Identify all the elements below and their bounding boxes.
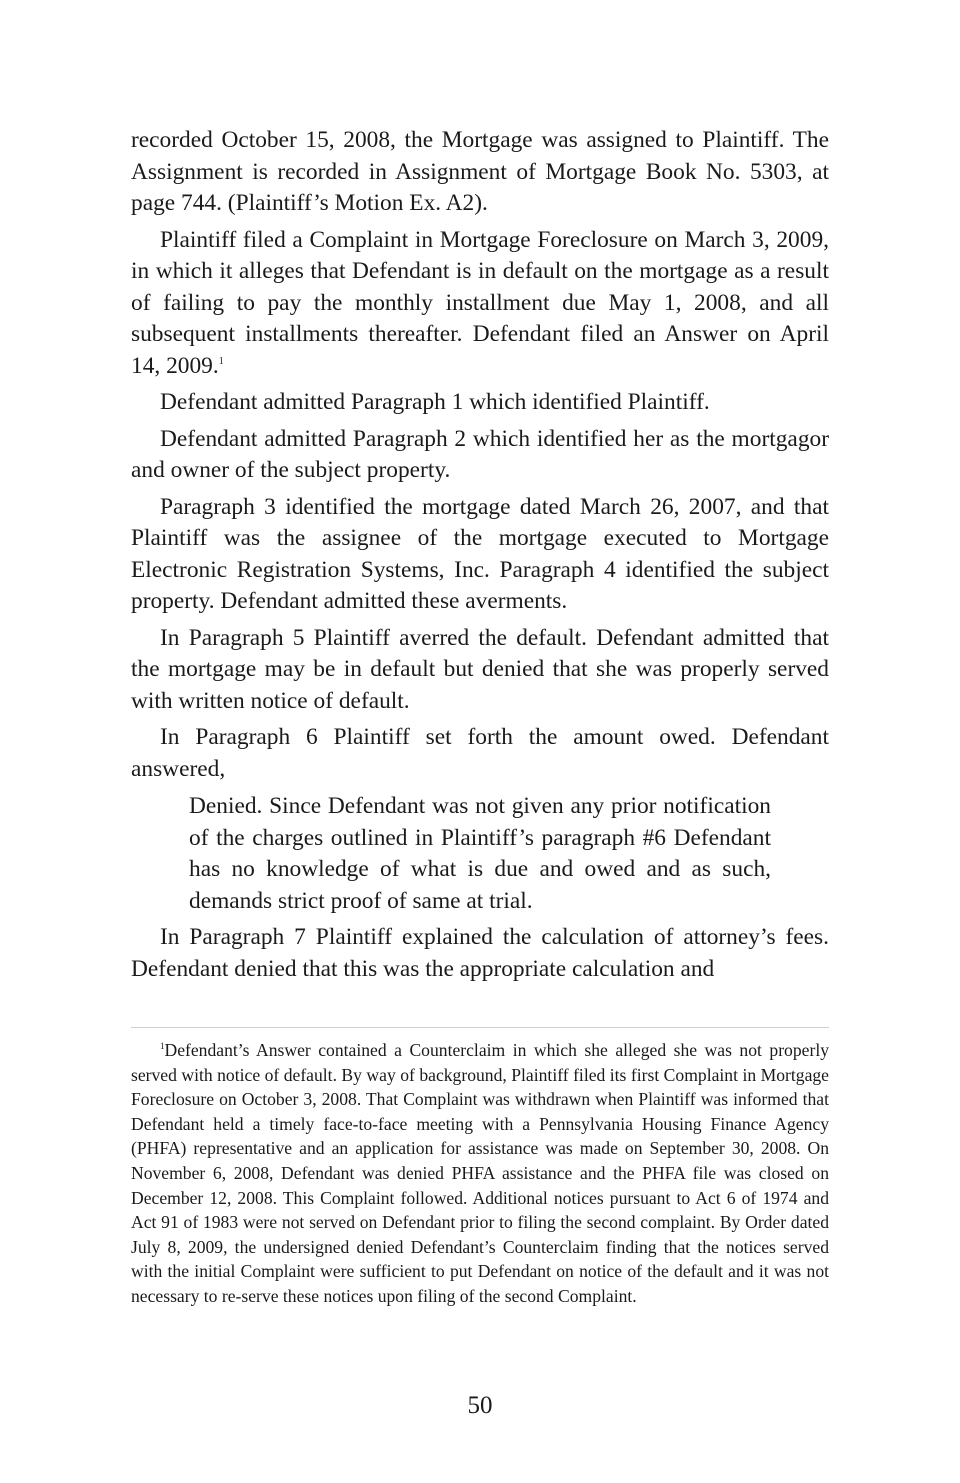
paragraph-complaint-text: Plaintiff filed a Complaint in Mortgage Foreclosure on March 3, 2009, in which it alleges that Defendant is in default on the mortgage as a result of failing to pay the monthly installment due May 1, 2008, and all subsequent installments thereafter. Defendant filed an Answer on April 14, 2009. [131,226,829,379]
paragraph-admit-1: Defendant admitted Paragraph 1 which identified Plaintiff. [160,389,710,415]
footnote-marker: 1 [160,1041,165,1052]
document-body [131,125,829,985]
paragraph-3-4: Paragraph 3 identified the mortgage dated March 26, 2007, and that Plaintiff was the assignee of the mortgage executed to Mortgage Electronic Registration Systems, Inc. Paragraph 4 identified the subject property. Defendant admitted these averments. [131,493,829,614]
footnote-divider [131,1027,829,1028]
page-number: 50 [467,1392,493,1419]
paragraph-5: In Paragraph 5 Plaintiff averred the default. Defendant admitted that the mortgage may be in default but denied that she was properly served with written notice of default. [131,624,829,714]
footnote [131,1038,829,1309]
paragraph-continuation: recorded October 15, 2008, the Mortgage was assigned to Plaintiff. The Assignment is recorded in Assignment of Mortgage Book No. 5303, at page 744. (Plaintiff’s Motion Ex. A2). [131,127,829,216]
paragraph-6: In Paragraph 6 Plaintiff set forth the amount owed. Defendant answered, [131,724,829,782]
paragraph-admit-2: Defendant admitted Paragraph 2 which identified her as the mortgagor and owner of the subject property. [131,425,829,483]
paragraph-complaint [131,225,829,383]
paragraph-7: In Paragraph 7 Plaintiff explained the calculation of attorney’s fees. Defendant denied that this was the appropriate calculation and [131,924,829,982]
block-quote: Denied. Since Defendant was not given any prior notification of the charges outlined in Plaintiff’s paragraph #6 Defendant has no knowledge of what is due and owed and as such, demands strict proof of same at trial. [189,793,771,914]
footnote-reference: 1 [218,355,224,367]
footnote-text: Defendant’s Answer contained a Counterclaim in which she alleged she was not properly served with notice of default. By way of background, Plaintiff filed its first Complaint in Mortgage Foreclosure on October 3, 2008. That Complaint was withdrawn when Plaintiff was informed that Defendant held a timely face-to-face meeting with a Pennsylvania Housing Finance Agency (PHFA) representative and an application for assistance was made on September 30, 2008. On November 6, 2008, Defendant was denied PHFA assistance and the PHFA file was closed on December 12, 2008. This Complaint followed. Additional notices pursuant to Act 6 of 1974 and Act 91 of 1983 were not served on Defendant prior to filing the second complaint. By Order dated July 8, 2009, the undersigned denied Defendant’s Counterclaim finding that the notices served with the initial Complaint were sufficient to put Defendant on notice of the default and it was not necessary to re-serve these notices upon filing of the second Complaint. [131,1040,829,1306]
